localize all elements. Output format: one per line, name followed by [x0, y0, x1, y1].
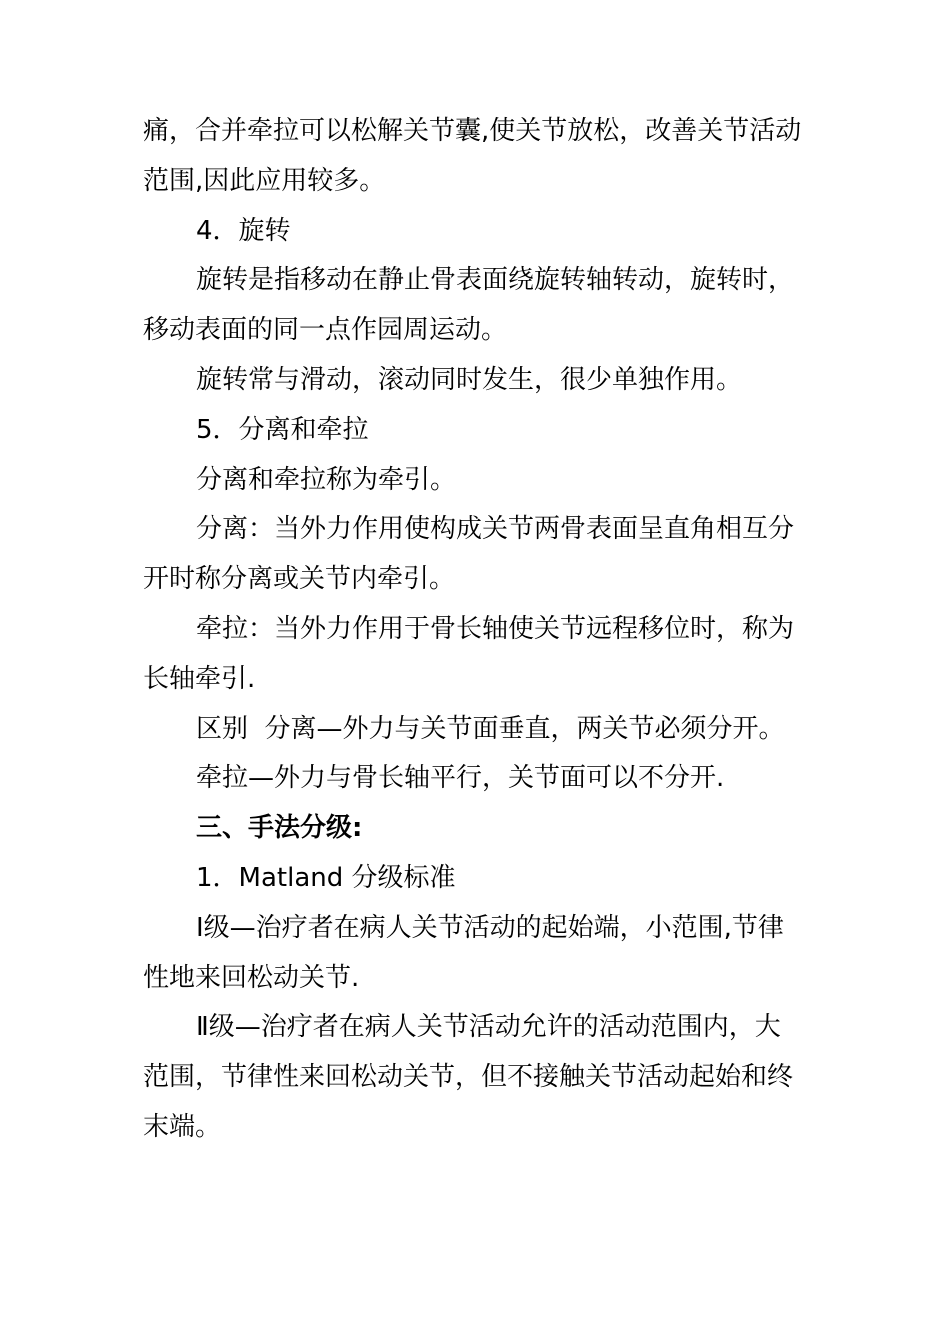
section-title: 三、手法分级: [196, 813, 363, 844]
section-heading: 1．Matland 分级标准 [196, 862, 456, 893]
paragraph-line: 范围，节律性来回松动关节，但不接触关节活动起始和终 [143, 1062, 794, 1093]
paragraph-line: Ⅰ级—治疗者在病人关节活动的起始端，小范围,节律 [196, 912, 784, 943]
paragraph-line: 牵拉：当外力作用于骨长轴使关节远程移位时，称为 [196, 613, 795, 644]
paragraph-line: 移动表面的同一点作园周运动。 [143, 315, 508, 346]
paragraph-line: 旋转是指移动在静止骨表面绕旋转轴转动，旋转时， [196, 265, 795, 296]
paragraph-line: 性地来回松动关节. [143, 962, 360, 993]
paragraph-line: 痛，合并牵拉可以松解关节囊,使关节放松，改善关节活动 [143, 116, 802, 146]
paragraph-line: 牵拉—外力与骨长轴平行，关节面可以不分开. [196, 763, 725, 794]
paragraph-line: 末端。 [143, 1111, 222, 1142]
paragraph-line: 区别 分离—外力与关节面垂直，两关节必须分开。 [196, 713, 785, 744]
paragraph-line: 长轴牵引. [143, 663, 256, 694]
paragraph-line: 旋转常与滑动，滚动同时发生，很少单独作用。 [196, 364, 743, 395]
paragraph-line: 范围,因此应用较多。 [143, 165, 386, 196]
section-heading: 4．旋转 [196, 215, 291, 246]
paragraph-line: 分离和牵拉称为牵引。 [196, 464, 457, 495]
paragraph-line: 分离：当外力作用使构成关节两骨表面呈直角相互分 [196, 514, 795, 545]
document-page [143, 107, 823, 1153]
paragraph-line: 开时称分离或关节内牵引。 [143, 564, 456, 595]
section-heading: 5．分离和牵拉 [196, 414, 369, 445]
paragraph-line: Ⅱ级—治疗者在病人关节活动允许的活动范围内，大 [196, 1012, 781, 1043]
